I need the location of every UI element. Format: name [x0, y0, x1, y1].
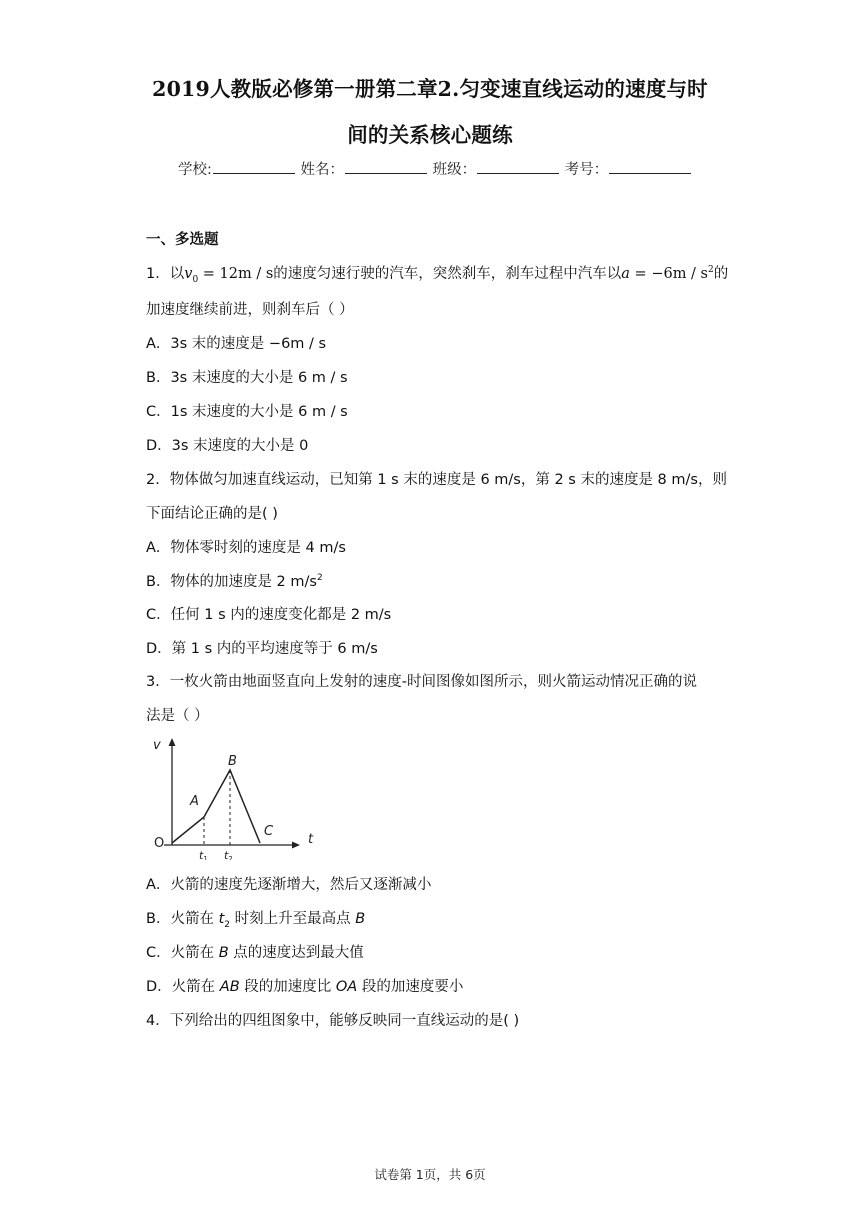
t2-label: t2 [224, 849, 233, 860]
q2-option-a[interactable]: A．物体零时刻的速度是 4 m/s [146, 540, 346, 556]
point-c-label: C [264, 824, 274, 839]
class-blank[interactable] [477, 161, 559, 174]
vt-curve [172, 770, 260, 843]
point-a-label: A [190, 794, 199, 809]
q2-stem-line1: 2．物体做匀加速直线运动，已知第 1 s 末的速度是 6 m/s，第 2 s 末的速度是 8 m/s，则 [146, 472, 727, 488]
page-title-line1: 2019人教版必修第一册第二章2.匀变速直线运动的速度与时 [152, 77, 708, 101]
student-info-row [178, 158, 692, 179]
point-b-label: B [228, 754, 237, 769]
class-label: 班级： [432, 162, 477, 178]
exam-no-label: 考号： [564, 162, 609, 178]
v-axis-arrow [169, 738, 176, 746]
q1-stem-line1: 1．以$v_0 = 12m / s$的速度匀速行驶的汽车，突然刹车，刹车过程中汽车以$a = -6m / s^2$的 [146, 265, 729, 285]
page-title-line2: 间的关系核心题练 [347, 123, 513, 147]
v-label: v [153, 738, 161, 753]
school-label: 学校: [178, 162, 212, 178]
q3-option-a[interactable]: A．火箭的速度先逐渐增大，然后又逐渐减小 [146, 877, 432, 893]
name-label: 姓名： [300, 162, 344, 178]
page-footer: 试卷第 1页，共 6页 [374, 1167, 486, 1182]
q3-option-b[interactable]: B．火箭在 $t_2$ 时刻上升至最高点 B [146, 911, 366, 930]
q1-option-c[interactable]: C．1s 末速度的大小是 6 m / s [146, 404, 348, 420]
exam-no-blank[interactable] [609, 161, 691, 174]
q4-stem-line1: 4．下列给出的四组图象中，能够反映同一直线运动的是( ) [146, 1013, 520, 1029]
q2-option-d[interactable]: D．第 1 s 内的平均速度等于 6 m/s [146, 641, 378, 657]
velocity-time-graph [150, 735, 335, 860]
school-blank[interactable] [213, 161, 295, 174]
name-blank[interactable] [345, 161, 427, 174]
q1-option-d[interactable]: D．3s 末速度的大小是 0 [146, 438, 309, 454]
q3-option-d[interactable]: D．火箭在 AB 段的加速度比 OA 段的加速度要小 [146, 979, 464, 995]
q1-stem-line2: 加速度继续前进，则刹车后（ ） [146, 302, 354, 318]
q1-option-a[interactable]: A．3s 末的速度是 −6m / s [146, 336, 327, 352]
section-heading: 一、多选题 [146, 232, 219, 248]
q3-stem-line2: 法是（ ） [146, 708, 209, 724]
t-label: t [308, 832, 314, 847]
q2-option-c[interactable]: C．任何 1 s 内的速度变化都是 2 m/s [146, 607, 392, 623]
t-axis-arrow [292, 842, 300, 849]
origin-label: O [154, 836, 165, 851]
q2-stem-line2: 下面结论正确的是( ) [146, 506, 278, 522]
q1-option-b[interactable]: B．3s 末速度的大小是 6 m / s [146, 370, 348, 386]
t1-label: t1 [199, 849, 208, 860]
q3-option-c[interactable]: C．火箭在 B 点的速度达到最大值 [146, 945, 364, 961]
q2-option-b[interactable]: B．物体的加速度是 2 $m/s^2$ [146, 573, 323, 590]
q3-stem-line1: 3．一枚火箭由地面竖直向上发射的速度-时间图像如图所示，则火箭运动情况正确的说 [146, 674, 697, 690]
